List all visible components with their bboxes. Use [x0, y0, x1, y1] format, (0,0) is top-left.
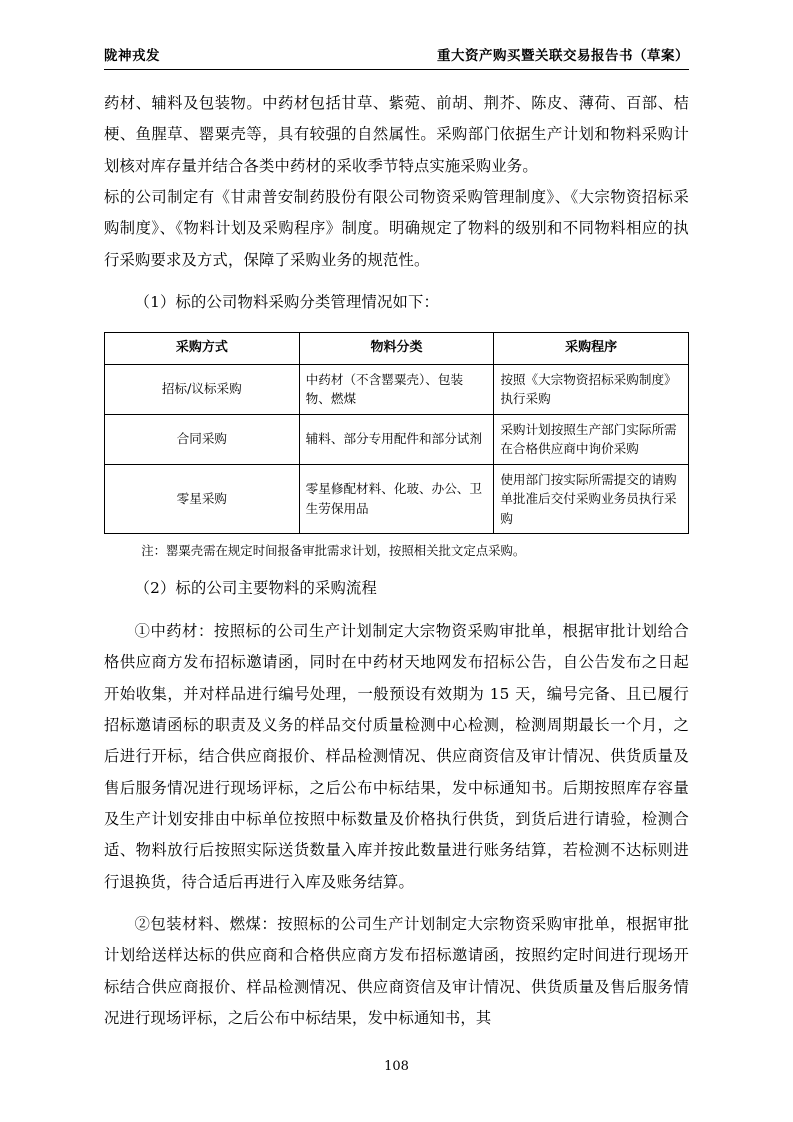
paragraph-materials-intro: 药材、辅料及包装物。中药材包括甘草、紫菀、前胡、荆芥、陈皮、薄荷、百部、桔梗、鱼腥草、罂粟壳等，具有较强的自然属性。采购部门依据生产计划和物料采购计划核对库存量并结合各类中药材的采收季节特点实施采购业务。 — [104, 94, 689, 175]
column-header-procedure: 采购程序 — [494, 333, 689, 364]
column-header-method: 采购方式 — [105, 333, 300, 364]
paragraph-procurement-rules: 标的公司制定有《甘肃普安制药股份有限公司物资采购管理制度》、《大宗物资招标采购制度》、《物料计划及采购程序》制度。明确规定了物料的级别和不同物料相应的执行采购要求及方式，保障了采购业务的规范性。 — [104, 188, 689, 269]
table-row — [105, 414, 689, 464]
procurement-classification-table — [104, 332, 689, 534]
header-company-name: 陇神戎发 — [104, 48, 160, 64]
cell-method: 合同采购 — [105, 414, 300, 464]
cell-method: 零星采购 — [105, 464, 300, 534]
cell-method: 招标/议标采购 — [105, 364, 300, 414]
page-content — [104, 44, 689, 1034]
table-note: 注：罂粟壳需在规定时间报备审批需求计划，按照相关批文定点采购。 — [141, 543, 526, 559]
table-header-row — [105, 333, 689, 364]
page-header — [104, 44, 689, 69]
cell-procedure: 按照《大宗物资招标采购制度》执行采购 — [494, 364, 689, 414]
cell-procedure: 使用部门按实际所需提交的请购单批准后交付采购业务员执行采购 — [494, 464, 689, 534]
paragraph-list-item-2: （2）标的公司主要物料的采购流程 — [134, 579, 377, 598]
table-row — [105, 464, 689, 534]
cell-category: 中药材（不含罂粟壳）、包装物、燃煤 — [299, 364, 494, 414]
cell-category: 辅料、部分专用配件和部分试剂 — [299, 414, 494, 464]
page-number: 108 — [384, 1059, 409, 1074]
cell-category: 零星修配材料、化玻、办公、卫生劳保用品 — [299, 464, 494, 534]
table-row — [105, 364, 689, 414]
header-document-title: 重大资产购买暨关联交易报告书（草案） — [437, 48, 689, 64]
cell-procedure: 采购计划按照生产部门实际所需在合格供应商中询价采购 — [494, 414, 689, 464]
paragraph-packaging-coal-process: ②包装材料、燃煤：按照标的公司生产计划制定大宗物资采购审批单，根据审批计划给送样达标的供应商和合格供应商方发布招标邀请函，按照约定时间进行现场开标结合供应商报价、样品检测情况、供应商资信及审计情况、供货质量及售后服务情况进行现场评标，之后公布中标结果，发中标通知书，其 — [104, 914, 689, 1027]
paragraph-herb-procurement-process: ①中药材：按照标的公司生产计划制定大宗物资采购审批单，根据审批计划给合格供应商方发布招标邀请函，同时在中药材天地网发布招标公告，自公告发布之日起开始收集，并对样品进行编号处理，一般预设有效期为 15 天，编号完备、且已履行招标邀请函标的职责及义务的样品交付质量检测中心检测，检测周期最长一个月，之后进行开标，结合供应商报价、样品检测情况、供应商资信及审计情况、供货质量及售后服务情况进行现场评标，之后公布中标结果，发中标通知书。后期按照库存容量及生产计划安排由中标单位按照中标数量及价格执行供货，到货后进行请验，检测合适、物料放行后按照实际送货数量入库并按此数量进行账务结算，若检测不达标则进行退换货，待合适后再进行入库及账务结算。 — [104, 621, 689, 891]
paragraph-list-item-1: （1）标的公司物料采购分类管理情况如下： — [134, 293, 439, 312]
header-divider — [104, 69, 689, 70]
column-header-category: 物料分类 — [299, 333, 494, 364]
